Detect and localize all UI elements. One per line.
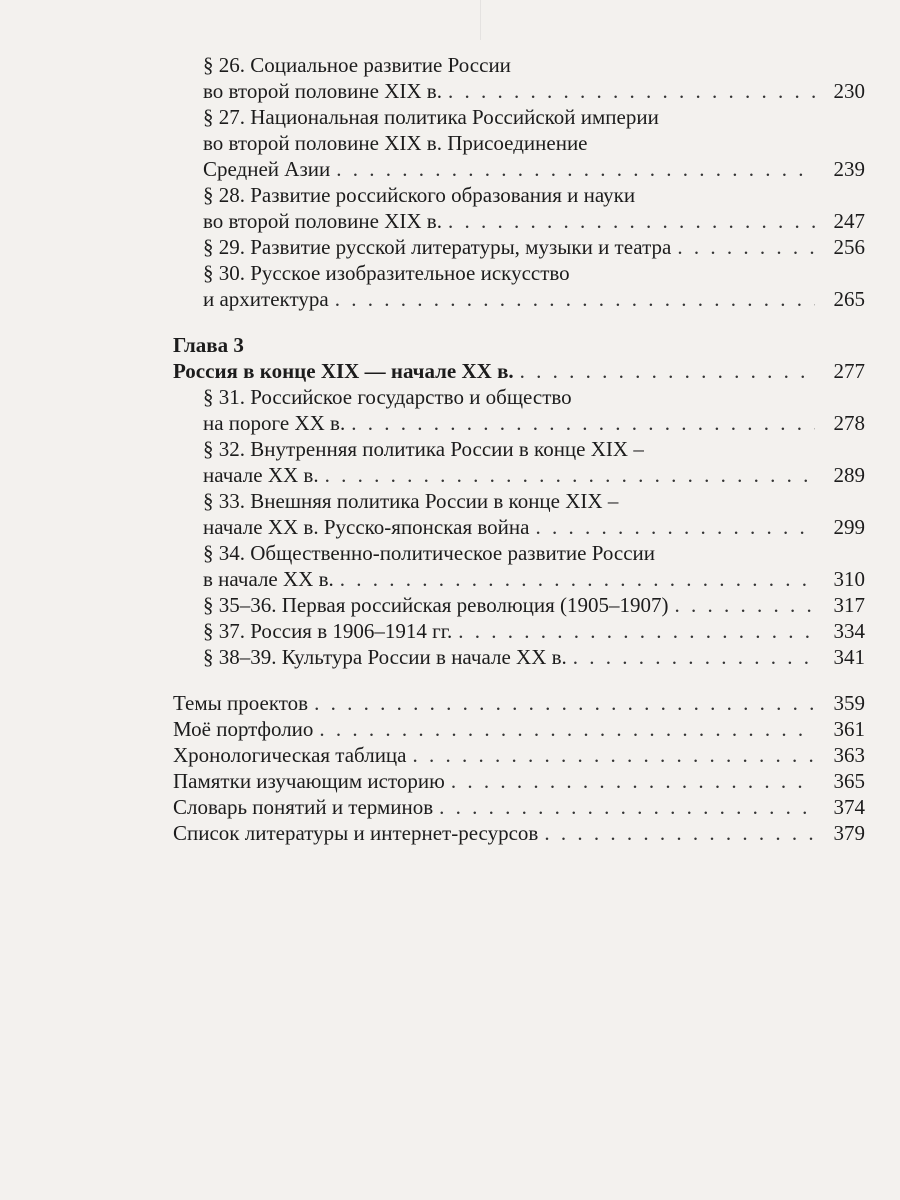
toc-entry[interactable] (173, 234, 865, 260)
leader-dots (325, 462, 815, 488)
entry-title-line: начале XX в. Русско-японская война (203, 515, 530, 539)
table-of-contents (173, 52, 865, 846)
entry-last-line (173, 742, 865, 768)
appendix-group (173, 690, 865, 846)
entry-title-line: § 27. Национальная политика Российской империи (203, 105, 659, 129)
toc-entry[interactable] (173, 182, 865, 234)
leader-dots (336, 156, 815, 182)
chapter-entry[interactable] (173, 358, 865, 384)
toc-entry[interactable] (173, 742, 865, 768)
entry-title-line: § 31. Российское государство и общество (203, 385, 572, 409)
page-number: 334 (833, 619, 865, 643)
entry-title-line: начале XX в. (203, 463, 319, 487)
toc-entry[interactable] (173, 716, 865, 742)
toc-entry[interactable] (173, 488, 865, 540)
entry-title-line: § 30. Русское изобразительное искусство (203, 261, 570, 285)
leader-dots (340, 566, 815, 592)
page-number: 359 (833, 691, 865, 715)
page-fold-line (480, 0, 481, 40)
toc-entry[interactable] (173, 820, 865, 846)
page-number: 317 (833, 593, 865, 617)
page-number: 256 (833, 235, 865, 259)
entry-title-line: § 34. Общественно-политическое развитие России (203, 541, 656, 565)
entry-last-line (203, 462, 865, 488)
entry-last-line (173, 716, 865, 742)
entry-last-line (203, 566, 865, 592)
entry-last-line (203, 644, 865, 670)
leader-dots (351, 410, 815, 436)
leader-dots (544, 820, 815, 846)
leader-dots (520, 358, 815, 384)
toc-entry[interactable] (173, 260, 865, 312)
entry-last-line (173, 690, 865, 716)
entry-last-line (203, 156, 865, 182)
entry-title-line: § 28. Развитие российского образования и науки (203, 183, 636, 207)
entry-last-line (203, 286, 865, 312)
leader-dots (677, 234, 815, 260)
entry-title-line: § 29. Развитие русской литературы, музыки и театра (203, 235, 672, 259)
leader-dots (335, 286, 815, 312)
toc-entry[interactable] (173, 768, 865, 794)
leader-dots (535, 514, 815, 540)
page-number: 277 (833, 359, 865, 383)
entry-title-line: во второй половине XIX в. Присоединение (203, 131, 588, 155)
leader-dots (439, 794, 815, 820)
page-number: 379 (833, 821, 865, 845)
spacer (173, 670, 865, 690)
chapter-label: Глава 3 (173, 333, 244, 357)
entry-last-line (173, 794, 865, 820)
toc-entry[interactable] (173, 384, 865, 436)
entry-title-line: Хронологическая таблица (173, 743, 407, 767)
entry-last-line (203, 592, 865, 618)
entry-title-line: во второй половине XIX в. (203, 79, 442, 103)
entry-last-line (203, 208, 865, 234)
page-number: 310 (833, 567, 865, 591)
entry-last-line (203, 618, 865, 644)
toc-entry[interactable] (173, 618, 865, 644)
page-number: 278 (833, 411, 865, 435)
toc-entry[interactable] (173, 690, 865, 716)
leader-dots (319, 716, 815, 742)
toc-entry[interactable] (173, 592, 865, 618)
entry-title-line: § 26. Социальное развитие России (203, 53, 511, 77)
entry-title-line: во второй половине XIX в. (203, 209, 442, 233)
leader-dots (675, 592, 815, 618)
entry-title-line: и архитектура (203, 287, 329, 311)
page-number: 341 (833, 645, 865, 669)
toc-entry[interactable] (173, 104, 865, 182)
leader-dots (448, 78, 815, 104)
entry-title-line: § 33. Внешняя политика России в конце XIX – (203, 489, 619, 513)
entry-title-line: Средней Азии (203, 157, 331, 181)
page-number: 289 (833, 463, 865, 487)
page-number: 247 (833, 209, 865, 233)
entry-title-line: Моё портфолио (173, 717, 314, 741)
leader-dots (314, 690, 815, 716)
toc-entry[interactable] (173, 52, 865, 104)
entry-title-line: Памятки изучающим историю (173, 769, 445, 793)
page-number: 265 (833, 287, 865, 311)
chapter-title: Россия в конце XIX — начале XX в. (173, 359, 514, 383)
entry-title-line: § 38–39. Культура России в начале XX в. (203, 645, 567, 669)
sections-group-b (173, 384, 865, 670)
page-number: 239 (833, 157, 865, 181)
entry-title-line: § 37. Россия в 1906–1914 гг. (203, 619, 453, 643)
entry-title-line: на пороге XX в. (203, 411, 346, 435)
entry-title-line: Список литературы и интернет-ресурсов (173, 821, 539, 845)
leader-dots (451, 768, 815, 794)
page-number: 299 (833, 515, 865, 539)
toc-entry[interactable] (173, 436, 865, 488)
page-number: 365 (833, 769, 865, 793)
toc-entry[interactable] (173, 794, 865, 820)
entry-title-line: в начале XX в. (203, 567, 334, 591)
entry-last-line (203, 410, 865, 436)
page-number: 230 (833, 79, 865, 103)
entry-title-line: § 32. Внутренняя политика России в конце XIX – (203, 437, 644, 461)
entry-title-line: Словарь понятий и терминов (173, 795, 434, 819)
entry-last-line (173, 768, 865, 794)
sections-group-a (173, 52, 865, 312)
entry-title-line: Темы проектов (173, 691, 309, 715)
entry-last-line (173, 820, 865, 846)
toc-entry[interactable] (173, 540, 865, 592)
leader-dots (413, 742, 816, 768)
entry-last-line (203, 514, 865, 540)
entry-last-line (203, 78, 865, 104)
page-number: 374 (833, 795, 865, 819)
leader-dots (458, 618, 815, 644)
page-number: 363 (833, 743, 865, 767)
leader-dots (573, 644, 815, 670)
toc-entry[interactable] (173, 644, 865, 670)
entry-title-line: § 35–36. Первая российская революция (1905–1907) (203, 593, 669, 617)
entry-last-line (203, 234, 865, 260)
page-number: 361 (833, 717, 865, 741)
leader-dots (448, 208, 815, 234)
